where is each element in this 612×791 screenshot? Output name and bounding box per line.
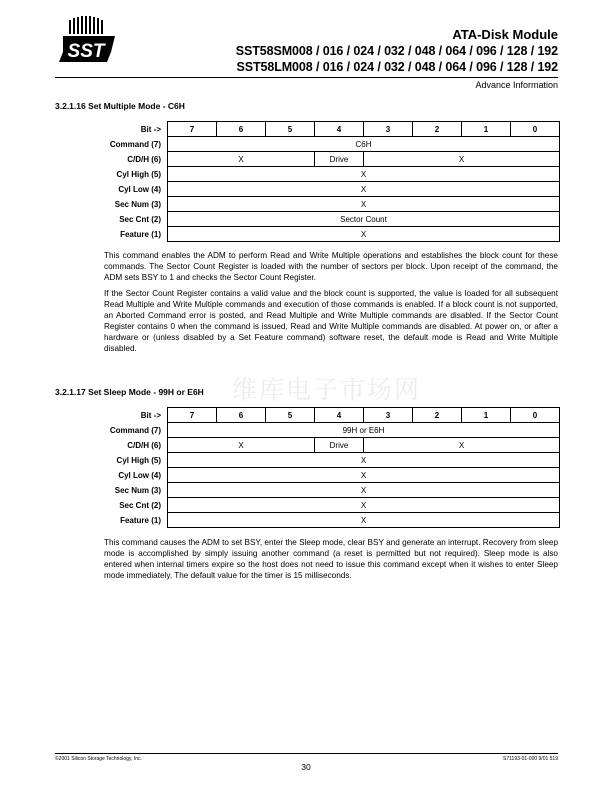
paragraph: This command enables the ADM to perform Read and Write Multiple operations and establishes the block count for these commands. The Sector Count Register is loaded with the number of sectors per block. Upon receipt of the command, the ADM sets BSY to 1 and checks the Sector Count Register.	[104, 251, 558, 282]
document-number: S71193-01-000 9/01 519	[503, 756, 558, 762]
table-row: Sec Cnt (2) X	[66, 498, 560, 513]
copyright: ©2001 Silicon Storage Technology, Inc.	[55, 756, 142, 762]
section-heading-set-multiple: 3.2.1.16 Set Multiple Mode - C6H	[55, 101, 185, 111]
table-row: C/D/H (6) X Drive X	[66, 438, 560, 453]
section-heading-set-sleep: 3.2.1.17 Set Sleep Mode - 99H or E6H	[55, 387, 204, 397]
table-row: Sec Num (3) X	[66, 197, 560, 212]
header-rule	[55, 77, 558, 78]
paragraph: This command causes the ADM to set BSY, enter the Sleep mode, clear BSY and generate an interrupt. Recovery from sleep mode is accomplished by simply issuing another command (a reset is permitted but not required). Sleep mode is also entered when internal timers expire so the host does not need to issue this command except when it wishes to enter Sleep mode immediately. The default value for the timer is 15 milliseconds.	[104, 538, 558, 580]
table-row: Sec Num (3) X	[66, 483, 560, 498]
table-row: Cyl Low (4) X	[66, 182, 560, 197]
table-row: C/D/H (6) X Drive X	[66, 152, 560, 167]
document-title: ATA-Disk Module	[452, 27, 558, 42]
svg-text:SST: SST	[67, 41, 105, 62]
watermark: 维库电子市场网	[232, 375, 422, 404]
part-numbers-lm: SST58LM008 / 016 / 024 / 032 / 048 / 064 / 096 / 128 / 192	[236, 60, 558, 74]
document-status: Advance Information	[475, 80, 558, 90]
part-numbers-sm: SST58SM008 / 016 / 024 / 032 / 048 / 064 / 096 / 128 / 192	[235, 44, 558, 58]
sst-logo	[55, 16, 119, 66]
page-number: 30	[301, 762, 311, 772]
table-row: Command (7) 99H or E6H	[66, 423, 560, 438]
table-row: Sec Cnt (2) Sector Count	[66, 212, 560, 227]
table-row: Cyl High (5) X	[66, 453, 560, 468]
register-table-set-multiple	[66, 121, 560, 242]
table-row: Cyl Low (4) X	[66, 468, 560, 483]
table-row: Cyl High (5) X	[66, 167, 560, 182]
table-row: Bit -> 7 6 5 4 3 2 1 0	[66, 408, 560, 423]
register-table-set-sleep	[66, 407, 560, 528]
table-row: Command (7) C6H	[66, 137, 560, 152]
footer-rule	[55, 753, 558, 754]
table-row: Feature (1) X	[66, 513, 560, 528]
table-row: Feature (1) X	[66, 227, 560, 242]
table-row: Bit -> 7 6 5 4 3 2 1 0	[66, 122, 560, 137]
paragraph: If the Sector Count Register contains a valid value and the block count is supported, the value is loaded for all subsequent Read Multiple and Write Multiple commands and execution of those commands is enabled. If a block count is not supported, an Aborted Command error is posted, and Read Multiple and Write Multiple commands are disabled. If the Sector Count Register contains 0 when the command is issued, Read and Write Multiple commands are disabled. At power on, or after a hardware or (unless disabled by a Set Feature command) software reset, the default mode is Read and Write Multiple disabled.	[104, 289, 558, 353]
